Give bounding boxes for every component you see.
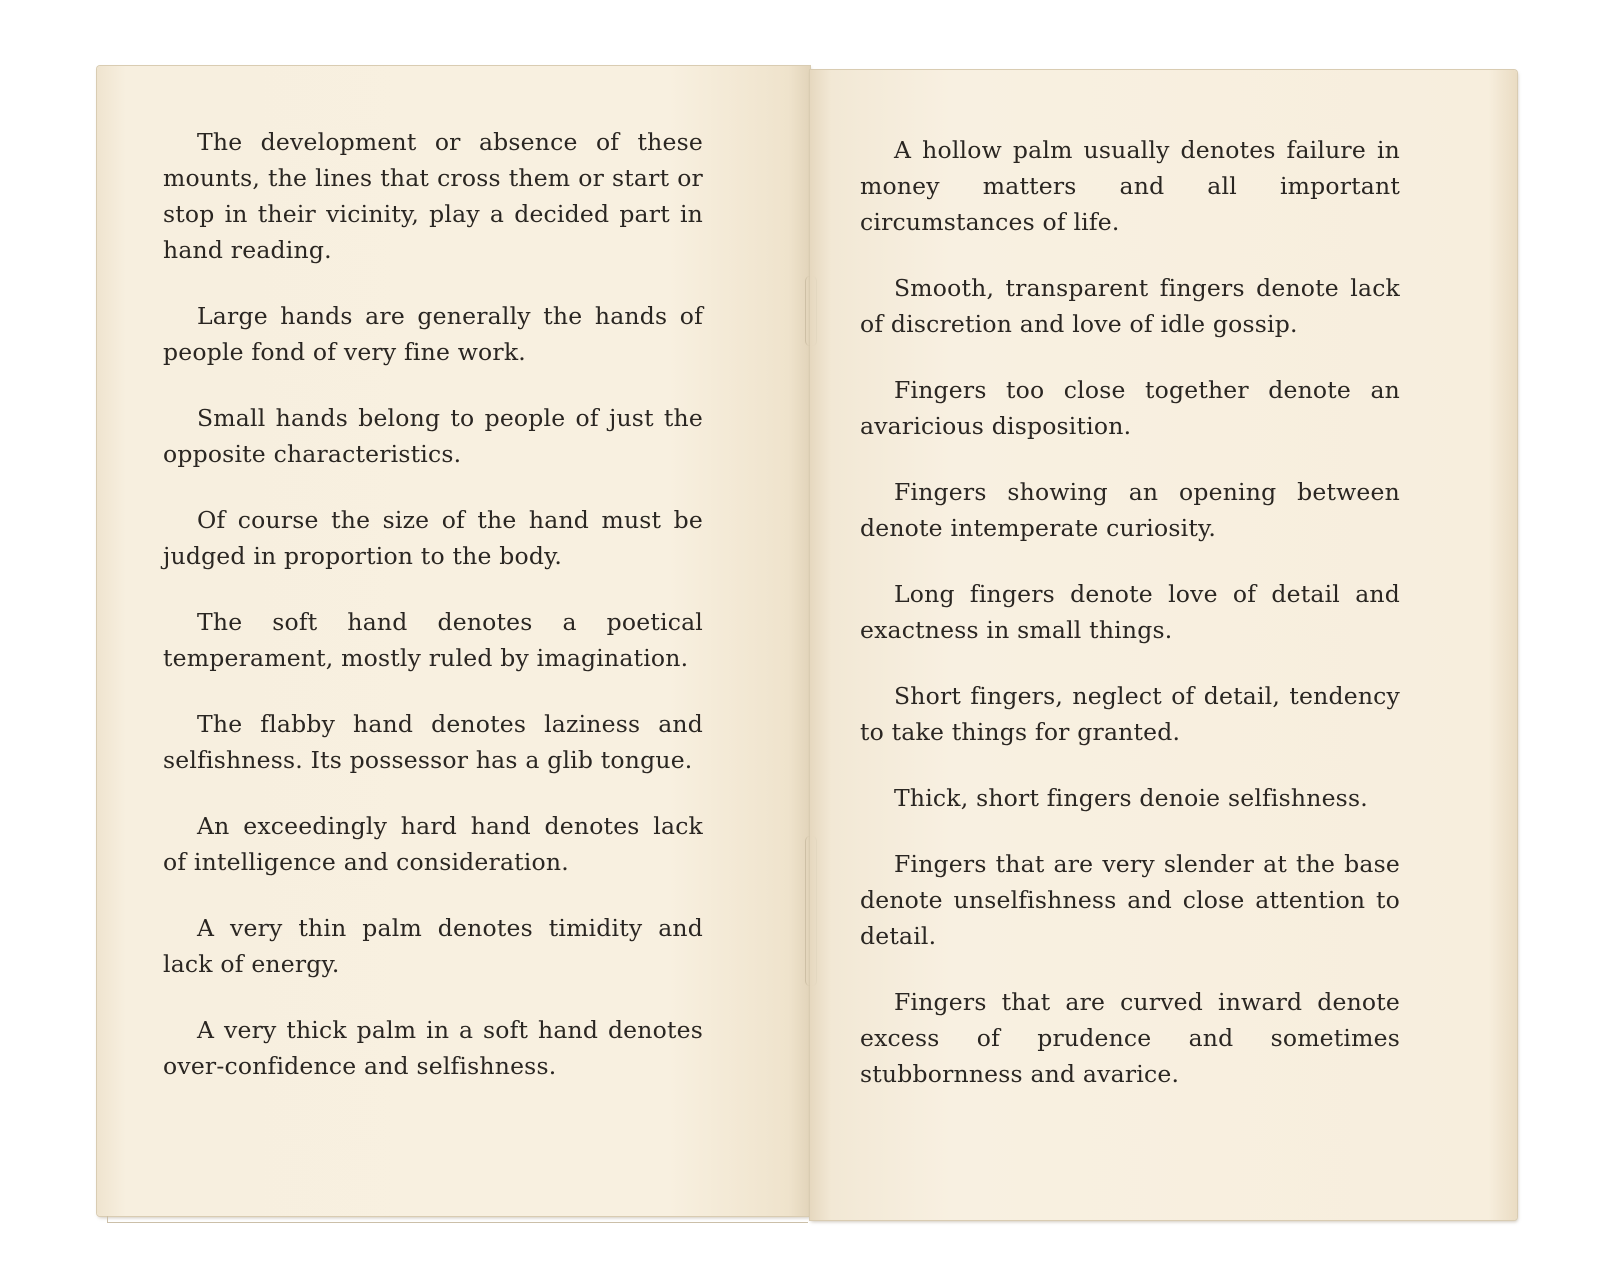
paragraph: An exceedingly hard hand denotes lack of intelligence and consideration. [163, 812, 703, 876]
paragraph: The soft hand denotes a poetical temperament, mostly ruled by imagination. [163, 608, 703, 672]
paragraph: Fingers showing an opening between denote intemperate curiosity. [860, 478, 1400, 542]
staple-hole [805, 276, 817, 346]
left-page-text [163, 124, 703, 1114]
paragraph: Fingers that are very slender at the base denote unselfishness and close attention to detail. [860, 850, 1400, 950]
right-page-text [860, 132, 1400, 1122]
paragraph: Short fingers, neglect of detail, tendency to take things for granted. [860, 682, 1400, 746]
paragraph: Of course the size of the hand must be judged in proportion to the body. [163, 506, 703, 570]
paragraph: A hollow palm usually denotes failure in money matters and all important circumstances of life. [860, 136, 1400, 236]
paragraph: The flabby hand denotes laziness and selfishness. Its possessor has a glib tongue. [163, 710, 703, 774]
paragraph: Long fingers denote love of detail and exactness in small things. [860, 580, 1400, 644]
paragraph: Fingers too close together denote an avaricious disposition. [860, 376, 1400, 440]
paragraph: Smooth, transparent fingers denote lack of discretion and love of idle gossip. [860, 274, 1400, 338]
open-booklet [97, 66, 1517, 1226]
paragraph: Fingers that are curved inward denote excess of prudence and sometimes stubbornness and avarice. [860, 988, 1400, 1088]
paragraph: A very thick palm in a soft hand denotes over-confidence and selfishness. [163, 1016, 703, 1080]
page-stack-edge [107, 1216, 808, 1223]
staple-hole [805, 836, 817, 986]
paragraph: Thick, short fingers denoie selfishness. [894, 784, 1368, 812]
paragraph: Small hands belong to people of just the opposite characteristics. [163, 404, 703, 468]
paragraph: A very thin palm denotes timidity and lack of energy. [163, 914, 703, 978]
paragraph: Large hands are generally the hands of people fond of very fine work. [163, 302, 703, 366]
paragraph: The development or absence of these mounts, the lines that cross them or start or stop in their vicinity, play a decided part in hand reading. [163, 128, 703, 264]
